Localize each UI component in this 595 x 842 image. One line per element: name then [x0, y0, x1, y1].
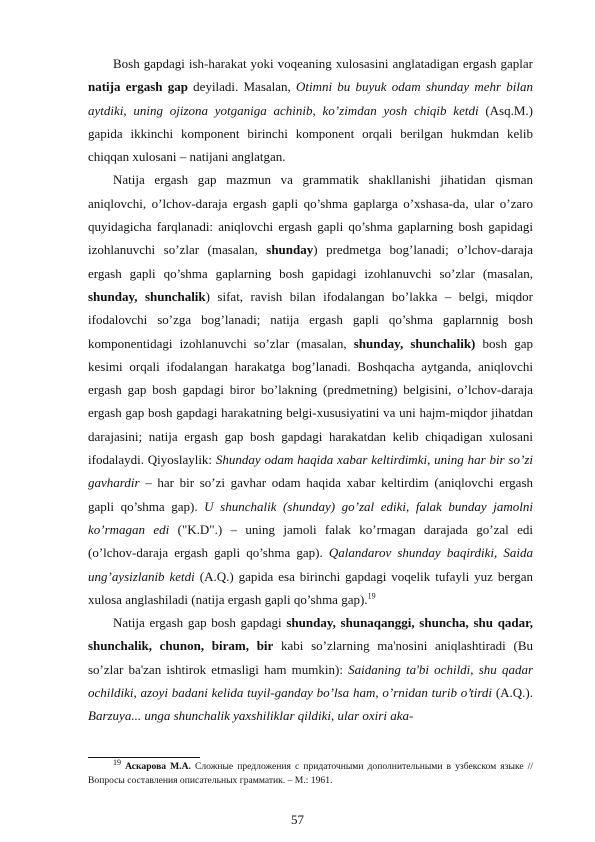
- text-run: ("K.D".) – uning jamoli falak ko’rmagan darajada go’zal edi (o’lchov-daraja ergash gapli qo’shma gap).: [88, 521, 533, 561]
- text-run: Natija ergash gap bosh gapdagi: [113, 615, 287, 631]
- text-run: ) sifat, ravish bilan ifodalangan bo’lakka – belgi, miqdor ifodalovchi so’zga bog’lanadi; natija ergash gapli qo’shma gaplarnnig bosh komponentidagi izohlanuvchi so’zlar (masalan,: [88, 288, 533, 351]
- document-body: [88, 52, 533, 728]
- footnote-marker: 19: [113, 757, 121, 767]
- bold-term: shunday, shunchalik: [88, 288, 206, 304]
- example-sentence: Otimni bu buyuk odam shunday mehr bilan aytdiki, uning ojizona yotganiga achinib, ko’zimdan yosh chiqib ketdi: [88, 79, 534, 118]
- bold-term: Аскарова М.А.: [125, 761, 191, 772]
- bold-term: natija ergash gap: [88, 79, 188, 95]
- text-run: deyiladi. Masalan,: [187, 79, 296, 95]
- text-run: (A.Q.) gapida esa birinchi gapdagi voqelik tufayli yuz bergan xulosa anglashiladi (natija ergash gapli qo’shma gap).: [88, 568, 533, 607]
- page-number: 57: [291, 812, 304, 827]
- text-run: – har bir so’zi gavhar odam haqida xabar keltirdim (aniqlovchi ergash gapli qo’shma gap).: [88, 475, 533, 514]
- paragraph-2: [88, 168, 533, 611]
- text-run: Natija ergash gap mazmun va grammatik shakllanishi jihatidan qisman aniqlovchi, o’lchov-daraja ergash gapli qo’shma gaplarga o’xshasa-da, ular o’zaro quyidagicha farqlanadi: aniqlovchi ergash gapli qo’shma gaplarning bosh gapidagi izohlanuvchi so’zlar (masalan,: [88, 172, 533, 258]
- example-sentence: Saidaning ta'bi ochildi, shu qadar ochildiki, azoyi badani kelida tuyil-ganday bo’lsa ham, o’rnidan turib o’tirdi: [88, 661, 534, 701]
- footnote-separator: [88, 757, 200, 758]
- paragraph-1: [88, 52, 533, 168]
- bold-term: shunday, shunaqanggi, shuncha, shu qadar, shunchalik, chunon, biram, bir: [88, 615, 533, 654]
- example-sentence: Shunday odam haqida xabar keltirdimki, uning har bir so’zi gavhardir: [88, 452, 533, 491]
- text-run: ) predmetga bog’lanadi; o’lchov-daraja ergash gapli qo’shma gaplarning bosh gapidagi izohlanuvchi so’zlar (masalan,: [88, 242, 534, 281]
- text-run: Сложные предложения с придаточными дополнительными в узбекском языке // Вопросы составления описательных грамматик. – М.: 1961.: [88, 761, 534, 786]
- text-run: Bosh gapdagi ish-harakat yoki voqeaning xulosasini anglatadigan ergash gaplar: [113, 56, 533, 71]
- footnote-19: [88, 757, 534, 788]
- paragraph-3: [88, 611, 533, 727]
- footnote-marker: 19: [367, 591, 376, 601]
- text-run: (Asq.M.) gapida ikkinchi komponent birinchi komponent orqali berilgan hukmdan kelib chiqqan xulosani – natijani anglatgan.: [88, 102, 533, 165]
- bold-term: shunday: [266, 242, 314, 258]
- bold-term: shunday, shunchalik): [353, 335, 476, 351]
- example-sentence: Qalandarov shunday baqirdiki, Saida ung’aysizlanib ketdi: [88, 545, 533, 584]
- text-run: (A.Q.).: [492, 685, 533, 701]
- text-run: bosh gap kesimi orqali ifodalangan harakatga bog’lanadi. Boshqacha aytganda, aniqlovchi ergash gap bosh gapdagi biror bo’lakning (predmetning) belgisini, o’lchov-daraja ergash gap bosh gapdagi harakatning belgi-xususiyatini va uni hajm-miqdor jihatdan darajasini; natija ergash gap bosh gapdagi harakatdan kelib chiqadigan xulosani ifodalaydi. Qiyoslaylik:: [88, 335, 533, 468]
- example-sentence: Barzuya... unga shunchalik yaxshiliklar qildiki, ular oxiri aka-: [88, 708, 414, 724]
- example-sentence: U shunchalik (shunday) go’zal ediki, falak bunday jamolni ko’rmagan edi: [88, 498, 533, 537]
- text-run: kabi so’zlarning ma'nosini aniqlashtiradi (Bu so’zlar ba'zan ishtirok etmasligi ham mumkin):: [88, 638, 533, 677]
